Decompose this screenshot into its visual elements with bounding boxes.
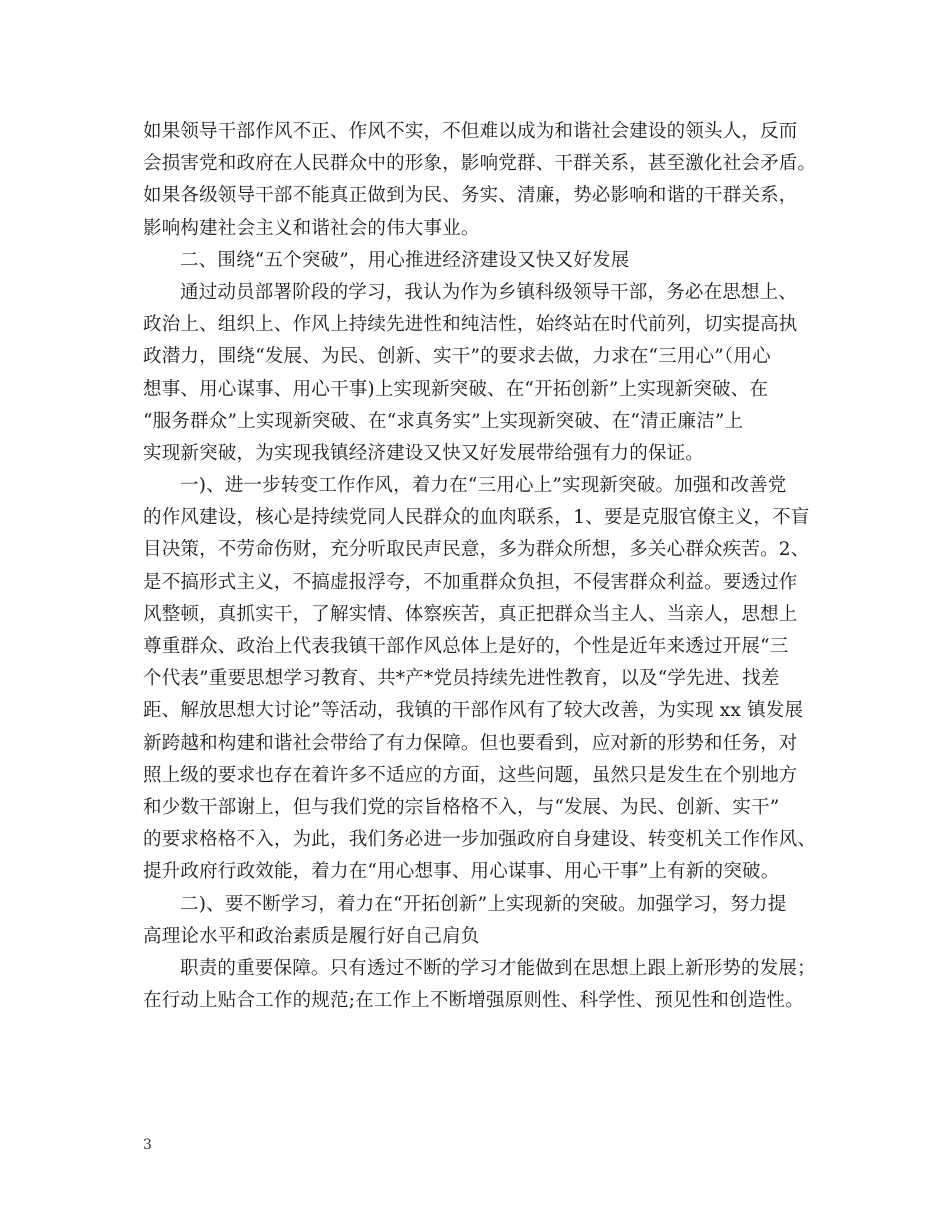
text-line: 职责的重要保障。只有透过不断的学习才能做到在思想上跟上新形势的发展； bbox=[180, 957, 816, 979]
page-number: 3 bbox=[143, 1137, 152, 1153]
text-line: 会损害党和政府在人民群众中的形象，影响党群、干群关系，甚至激化社会矛盾。 bbox=[143, 153, 817, 175]
text-line: 距、解放思想大讨论”等活动，我镇的干部作风有了较大改善，为实现 xx 镇发展 bbox=[143, 700, 804, 722]
text-line: 二、围绕“五个突破”，用心推进经济建设又快又好发展 bbox=[180, 249, 630, 271]
text-line: 二)、要不断学习，着力在“开拓创新”上实现新的突破。加强学习，努力提 bbox=[180, 893, 787, 915]
text-line: 政治上、组织上、作风上持续先进性和纯洁性，始终站在时代前列，切实提高执 bbox=[143, 314, 798, 336]
text-line: 照上级的要求也存在着许多不适应的方面，这些问题，虽然只是发生在个别地方 bbox=[143, 764, 798, 786]
text-line: 影响构建社会主义和谐社会的伟大事业。 bbox=[143, 217, 480, 239]
text-line: 实现新突破，为实现我镇经济建设又快又好发展带给强有力的保证。 bbox=[143, 442, 705, 464]
text-line: 风整顿，真抓实干，了解实情、体察疾苦，真正把群众当主人、当亲人，思想上 bbox=[143, 603, 798, 625]
text-line: 一)、进一步转变工作作风，着力在“三用心上”实现新突破。加强和改善党 bbox=[180, 475, 787, 497]
text-line: 如果领导干部作风不正、作风不实，不但难以成为和谐社会建设的领头人，反而 bbox=[143, 121, 798, 142]
text-line: 尊重群众、政治上代表我镇干部作风总体上是好的，个性是近年来透过开展“三 bbox=[143, 636, 789, 657]
text-line: 的作风建设，核心是持续党同人民群众的血肉联系，1、要是克服官僚主义，不盲 bbox=[143, 507, 810, 529]
text-line: 高理论水平和政治素质是履行好自己肩负 bbox=[143, 925, 480, 947]
text-line: 是不搞形式主义，不搞虚报浮夸，不加重群众负担，不侵害群众利益。要透过作 bbox=[143, 571, 798, 593]
text-line: 政潜力，围绕“发展、为民、创新、实干”的要求去做，力求在“三用心”（用心 bbox=[143, 346, 771, 368]
text-line: 通过动员部署阶段的学习，我认为作为乡镇科级领导干部，务必在思想上、 bbox=[180, 281, 798, 303]
body-text bbox=[143, 116, 823, 1017]
text-line: 个代表”重要思想学习教育、共*产*党员持续先进性教育，以及“学先进、找差 bbox=[143, 668, 780, 690]
text-line: 目决策，不劳命伤财，充分听取民声民意，多为群众所想，多关心群众疾苦。2、 bbox=[143, 539, 810, 561]
text-line: 在行动上贴合工作的规范;在工作上不断增强原则性、科学性、预见性和创造性。 bbox=[143, 990, 804, 1012]
text-line: “服务群众”上实现新突破、在“求真务实”上实现新突破、在“清正廉洁”上 bbox=[143, 410, 744, 432]
text-line: 的要求格格不入，为此，我们务必进一步加强政府自身建设、转变机关工作作风、 bbox=[143, 829, 817, 851]
text-line: 想事、用心谋事、用心干事)上实现新突破、在“开拓创新”上实现新突破、在 bbox=[143, 378, 769, 400]
text-line: 提升政府行政效能，着力在“用心想事、用心谋事、用心干事”上有新的突破。 bbox=[143, 861, 780, 883]
text-line: 和少数干部谢上，但与我们党的宗旨格格不入，与“发展、为民、创新、实干” bbox=[143, 796, 780, 818]
text-line: 如果各级领导干部不能真正做到为民、务实、清廉，势必影响和谐的干群关系， bbox=[143, 185, 798, 207]
text-line: 新跨越和构建和谐社会带给了有力保障。但也要看到，应对新的形势和任务，对 bbox=[143, 732, 798, 754]
